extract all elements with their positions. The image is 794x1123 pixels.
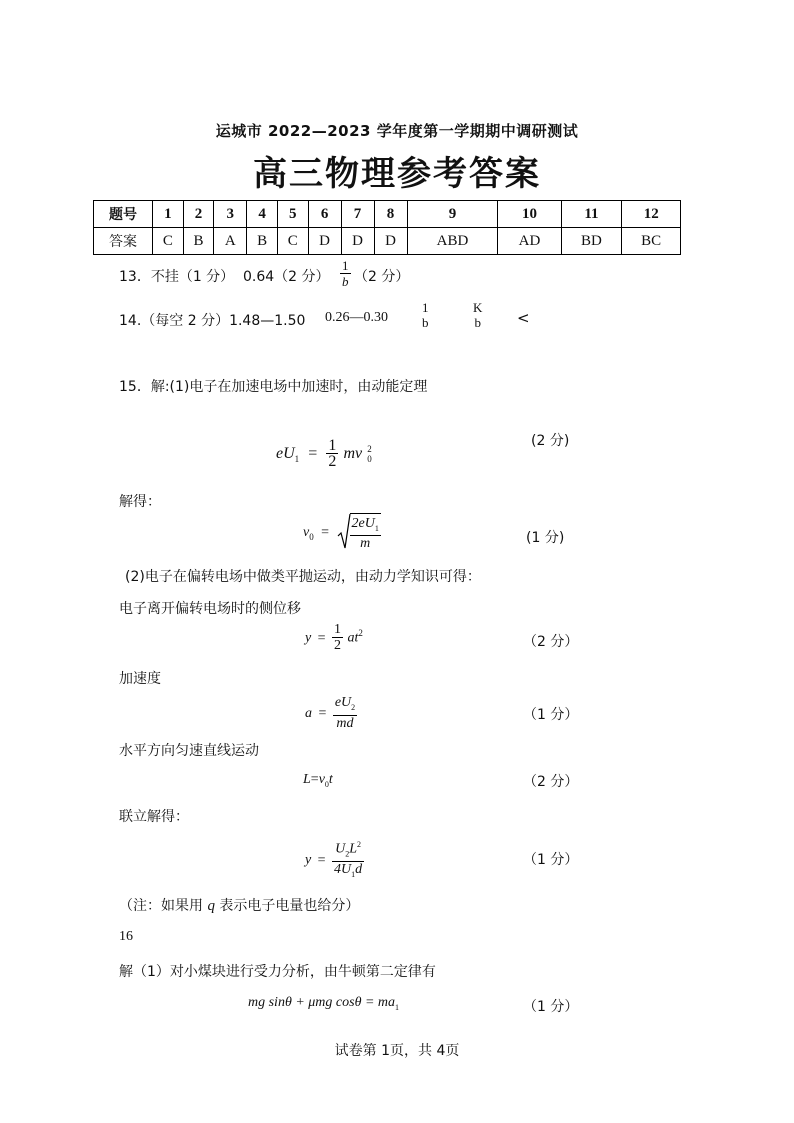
answer-cell: D [374,228,407,255]
eq3-right: at [347,630,359,646]
eq1-frac-den: 2 [328,453,337,470]
eq6-num-u: U [335,841,346,857]
answer-cell: D [341,228,374,255]
q16-score: （1 分） [523,999,579,1015]
q15-horizontal-label: 水平方向匀速直线运动 [119,743,259,759]
q15-equation-5 [303,771,333,789]
eq1-left: eU [276,445,295,462]
answer-cell: ABD [407,228,498,255]
question-number: 12 [622,201,681,228]
q16-intro: 解（1）对小煤块进行受力分析，由牛顿第二定律有 [119,964,436,980]
eq5-v: v [318,772,325,787]
eq1-sub: 1 [294,454,300,465]
answer-cell: C [277,228,308,255]
q15-eq6-score: （1 分） [523,852,579,868]
q15-equation-4 [305,695,357,731]
q15-combine-label: 联立解得： [119,809,189,825]
question-number: 5 [277,201,308,228]
page-title: 高三物理参考答案 [253,154,541,194]
eq6-den-post: d [355,862,363,878]
sqrt-icon [337,512,351,552]
eq1-sup: 2 [367,443,372,454]
eq5-equals: = [310,772,319,787]
q14-frac2-num: K [473,300,483,315]
answer-table [93,200,681,255]
eq2-num-sub: 1 [374,523,379,533]
q16-eq: mg sinθ + μmg cosθ = ma [248,995,396,1010]
q15-equation-3 [305,622,363,653]
q16-equation [248,995,399,1012]
eq2-equals: = [321,525,330,540]
eq2-left: v [303,525,310,540]
eq3-num: 1 [334,622,342,637]
q16-number: 16 [119,929,133,944]
eq3-left: y [305,630,312,646]
question-number: 8 [374,201,407,228]
eq1-right: mv [343,445,363,462]
q15-eq2-score: (1 分) [526,530,565,546]
q13-score: （2 分） [354,269,410,285]
q15-eq4-score: （1 分） [523,707,579,723]
eq4-num: eU [334,695,352,710]
q15-eq3-score: （2 分） [523,634,579,650]
q15-part2: (2)电子在偏转电场中做类平抛运动，由动力学知识可得： [125,569,481,585]
eq1-frac-num: 1 [328,437,337,454]
eq6-num-l: L [349,841,358,857]
eq4-equals: = [318,705,327,721]
q14-label: 14.（每空 2 分）1.48—1.50 [119,313,306,329]
q15-eq5-score: （2 分） [523,774,579,790]
eq2-num: 2eU [351,515,375,531]
answer-cell: BD [561,228,622,255]
q14-fraction-2 [471,300,484,330]
note-pre: （注：如果用 [119,898,208,914]
answer-cell: C [153,228,184,255]
eq6-num-sup: 2 [357,840,362,849]
question-number: 11 [561,201,622,228]
eq6-num-sub: 2 [345,849,350,859]
q15-solve-label: 解得： [119,494,161,510]
q14-frac2-den: b [474,315,481,330]
question-number: 7 [341,201,374,228]
q15-equation-2 [303,512,381,552]
answer-cell: B [183,228,214,255]
eq2-den: m [360,536,371,552]
question-number: 10 [498,201,561,228]
note-q: q [207,898,215,914]
eq5-l: L [303,772,311,787]
eq3-equals: = [317,630,326,646]
question-number: 3 [214,201,247,228]
answer-cell: D [308,228,341,255]
eq4-left: a [305,705,312,721]
eq5-t: t [328,772,333,787]
eq4-den: md [336,715,354,731]
q14-frac1-num: 1 [422,300,429,315]
eq4-num-sub: 2 [351,702,356,712]
q15-offset-label: 电子离开偏转电场时的侧位移 [119,601,301,617]
question-number: 4 [247,201,278,228]
row-label-questions: 题号 [94,201,153,228]
q14-frac1-den: b [422,315,429,330]
question-number: 2 [183,201,214,228]
row-label-answers: 答案 [94,228,153,255]
eq6-den-sub: 1 [351,870,356,880]
question-number: 6 [308,201,341,228]
answer-cell: AD [498,228,561,255]
q15-equation-6 [305,837,364,882]
q13-fraction [340,258,351,289]
eq2-sub: 0 [309,531,314,542]
q14-fraction-1 [420,300,431,330]
answer-cell: BC [622,228,681,255]
eq3-den: 2 [334,638,342,653]
eq5-sub: 0 [324,779,329,789]
q15-eq1-score: (2 分) [531,433,570,449]
q15-intro: 15．解:(1)电子在加速电场中加速时，由动能定理 [119,379,428,395]
note-post: 表示电子电量也给分） [214,898,360,914]
eq1-equals: = [308,445,318,462]
q15-equation-1 [276,438,372,469]
exam-subtitle: 运城市 2022—2023 学年度第一学期期中调研测试 [215,122,579,140]
answer-row [94,228,681,255]
eq1-sub2: 0 [367,453,372,464]
q15-accel-label: 加速度 [119,671,161,687]
q15-note [119,895,359,915]
answer-cell: B [247,228,278,255]
q16-eq-sub: 1 [395,1002,400,1012]
q14-value: 0.26—0.30 [325,310,388,325]
answer-cell: A [214,228,247,255]
eq6-equals: = [317,852,326,868]
question-number: 1 [153,201,184,228]
q13-value: 0.64（2 分） [243,269,330,285]
eq6-den-pre: 4U [334,862,352,878]
q13-frac-den: b [342,274,349,289]
question-number: 9 [407,201,498,228]
q13-label: 13．不挂（1 分） [119,269,235,285]
eq6-left: y [305,852,312,868]
q13-frac-num: 1 [342,258,349,273]
question-number-row [94,201,681,228]
eq3-sup: 2 [358,627,363,638]
page-footer: 试卷第 1页，共 4页 [334,1043,460,1059]
q14-compare: < [517,309,530,327]
